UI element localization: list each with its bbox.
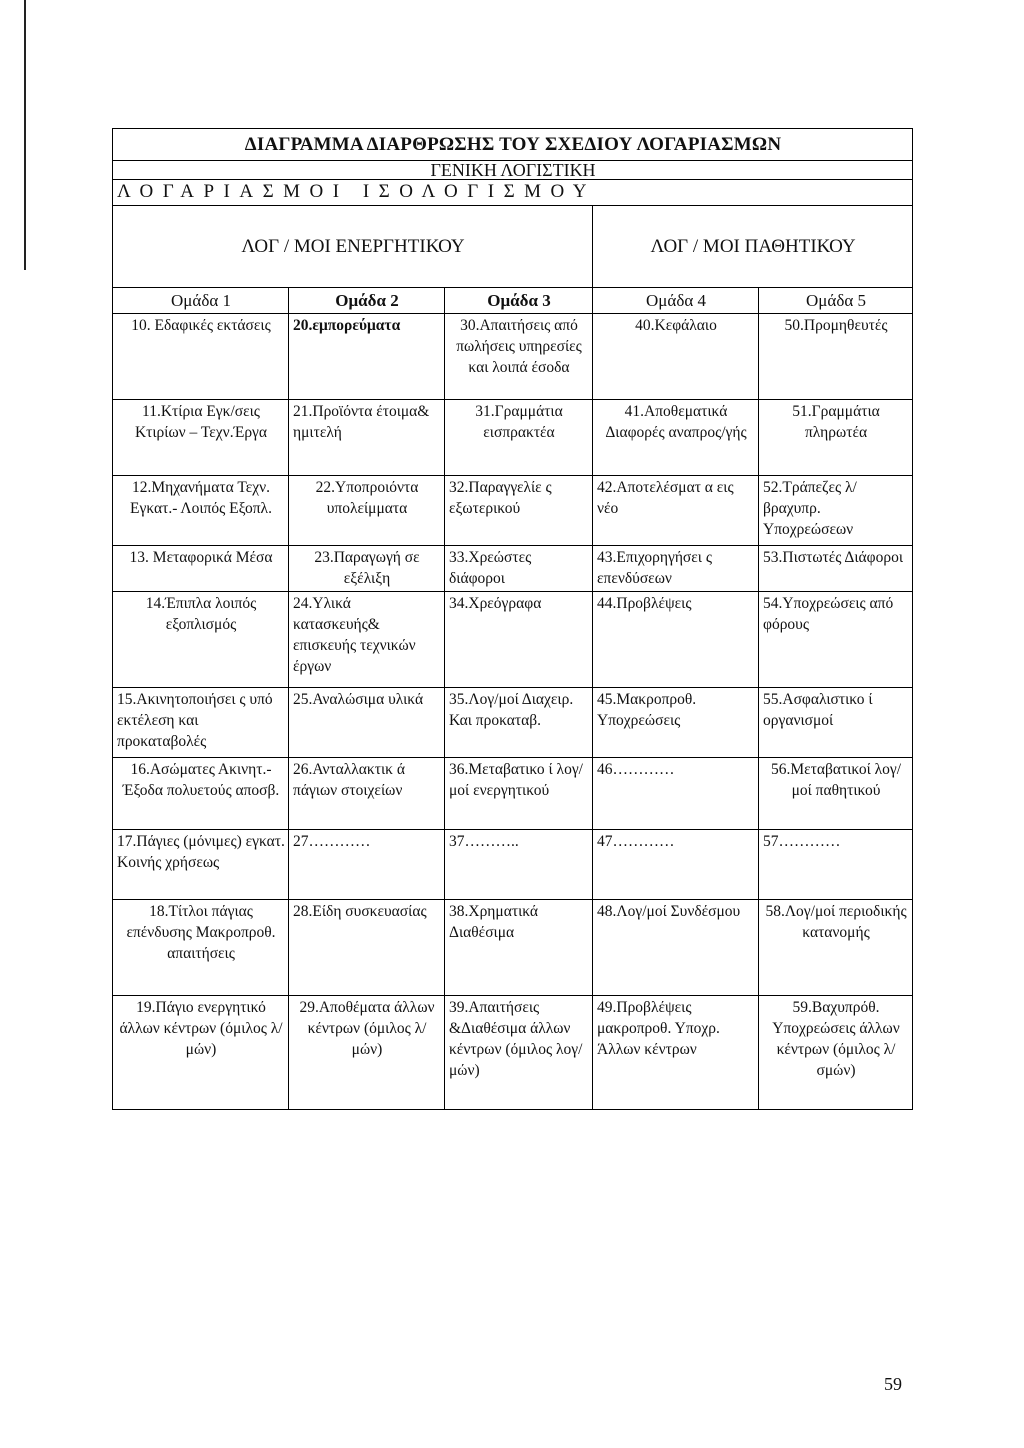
account-cell: 22.Υποπροιόντα υπολείμματα <box>289 476 445 546</box>
table-row <box>113 900 913 996</box>
account-cell: 41.Αποθεματικά Διαφορές αναπρος/γής <box>593 400 759 476</box>
account-cell: 34.Χρεόγραφα <box>445 592 593 688</box>
account-cell: 52.Τράπεζες λ/βραχυπρ. Υποχρεώσεων <box>759 476 913 546</box>
section-row <box>113 180 913 206</box>
group-header: Ομάδα 4 <box>593 288 759 314</box>
group-header: Ομάδα 3 <box>445 288 593 314</box>
account-cell: 46………… <box>593 758 759 830</box>
account-cell: 29.Αποθέματα άλλων κέντρων (όμιλος λ/μών) <box>289 996 445 1110</box>
chart-of-accounts-table <box>112 128 913 1110</box>
account-cell: 12.Μηχανήματα Τεχν. Εγκατ.- Λοιπός Εξοπλ. <box>113 476 289 546</box>
account-cell: 20.εμπορεύματα <box>289 314 445 400</box>
account-cell: 26.Ανταλλακτικ ά πάγιων στοιχείων <box>289 758 445 830</box>
account-cell: 40.Κεφάλαιο <box>593 314 759 400</box>
assets-heading: ΛΟΓ / ΜΟΙ ΕΝΕΡΓΗΤΙΚΟΥ <box>113 206 593 288</box>
table-row <box>113 688 913 758</box>
side-headings-row <box>113 206 913 288</box>
account-cell: 36.Μεταβατικο ί λογ/μοί ενεργητικού <box>445 758 593 830</box>
table-row <box>113 400 913 476</box>
account-cell: 48.Λογ/μοί Συνδέσμου <box>593 900 759 996</box>
account-cell: 54.Υποχρεώσεις από φόρους <box>759 592 913 688</box>
account-cell: 32.Παραγγελίε ς εξωτερικού <box>445 476 593 546</box>
table-row <box>113 830 913 900</box>
account-cell: 56.Μεταβατικοί λογ/μοί παθητικού <box>759 758 913 830</box>
account-cell: 15.Ακινητοποιήσει ς υπό εκτέλεση και προκαταβολές <box>113 688 289 758</box>
groups-row <box>113 288 913 314</box>
account-cell: 14.Έπιπλα λοιπός εξοπλισμός <box>113 592 289 688</box>
account-cell: 35.Λογ/μοί Διαχειρ. Και προκαταβ. <box>445 688 593 758</box>
table-row <box>113 546 913 592</box>
account-cell: 27………… <box>289 830 445 900</box>
account-cell: 31.Γραμμάτια εισπρακτέα <box>445 400 593 476</box>
subtitle-row <box>113 161 913 180</box>
section-heading: ΛΟΓΑΡΙΑΣΜΟΙ ΙΣΟΛΟΓΙΣΜΟΥ <box>113 180 913 206</box>
account-cell: 44.Προβλέψεις <box>593 592 759 688</box>
table-row <box>113 592 913 688</box>
account-cell: 45.Μακροπροθ. Υποχρεώσεις <box>593 688 759 758</box>
account-cell: 11.Κτίρια Εγκ/σεις Κτιρίων – Τεχν.Έργα <box>113 400 289 476</box>
group-header: Ομάδα 5 <box>759 288 913 314</box>
account-cell: 50.Προμηθευτές <box>759 314 913 400</box>
account-cell: 24.Υλικά κατασκευής& επισκευής τεχνικών έργων <box>289 592 445 688</box>
page-number: 59 <box>884 1374 902 1394</box>
account-cell: 38.Χρηματικά Διαθέσιμα <box>445 900 593 996</box>
account-cell: 30.Απαιτήσεις από πωλήσεις υπηρεσίες και λοιπά έσοδα <box>445 314 593 400</box>
account-cell: 23.Παραγωγή σε εξέλιξη <box>289 546 445 592</box>
account-cell: 18.Τίτλοι πάγιας επένδυσης Μακροπροθ. απαιτήσεις <box>113 900 289 996</box>
account-cell: 59.Βαχυπρόθ. Υποχρεώσεις άλλων κέντρων (όμιλος λ/σμών) <box>759 996 913 1110</box>
account-cell: 25.Αναλώσιμα υλικά <box>289 688 445 758</box>
account-cell: 51.Γραμμάτια πληρωτέα <box>759 400 913 476</box>
account-cell: 19.Πάγιο ενεργητικό άλλων κέντρων (όμιλος λ/μών) <box>113 996 289 1110</box>
account-cell: 16.Ασώματες Ακινητ.-Έξοδα πολυετούς αποσβ. <box>113 758 289 830</box>
scan-margin-line <box>24 0 26 270</box>
account-cell: 58.Λογ/μοί περιοδικής κατανομής <box>759 900 913 996</box>
table-row <box>113 314 913 400</box>
table-row <box>113 758 913 830</box>
account-cell: 43.Επιχορηγήσει ς επενδύσεων <box>593 546 759 592</box>
account-cell: 28.Είδη συσκευασίας <box>289 900 445 996</box>
account-cell: 47………… <box>593 830 759 900</box>
title-row <box>113 129 913 161</box>
account-cell: 39.Απαιτήσεις &Διαθέσιμα άλλων κέντρων (όμιλος λογ/μών) <box>445 996 593 1110</box>
account-cell: 13. Μεταφορικά Μέσα <box>113 546 289 592</box>
liabilities-heading: ΛΟΓ / ΜΟΙ ΠΑΘΗΤΙΚΟΥ <box>593 206 913 288</box>
account-cell: 10. Εδαφικές εκτάσεις <box>113 314 289 400</box>
account-cell: 55.Ασφαλιστικο ί οργανισμοί <box>759 688 913 758</box>
account-cell: 57………… <box>759 830 913 900</box>
group-header: Ομάδα 1 <box>113 288 289 314</box>
account-cell: 42.Αποτελέσματ α εις νέο <box>593 476 759 546</box>
account-cell: 53.Πιστωτές Διάφοροι <box>759 546 913 592</box>
account-cell: 33.Χρεώστες διάφοροι <box>445 546 593 592</box>
document-subtitle: ΓΕΝΙΚΗ ΛΟΓΙΣΤΙΚΗ <box>113 161 913 180</box>
group-header: Ομάδα 2 <box>289 288 445 314</box>
account-cell: 37……….. <box>445 830 593 900</box>
table-row <box>113 476 913 546</box>
account-cell: 17.Πάγιες (μόνιμες) εγκατ. Κοινής χρήσεως <box>113 830 289 900</box>
table-row <box>113 996 913 1110</box>
account-cell: 49.Προβλέψεις μακροπροθ. Υποχρ. Άλλων κέντρων <box>593 996 759 1110</box>
account-cell: 21.Προϊόντα έτοιμα& ημιτελή <box>289 400 445 476</box>
document-title: ΔΙΑΓΡΑΜΜΑ ΔΙΑΡΘΡΩΣΗΣ ΤΟΥ ΣΧΕΔΙΟΥ ΛΟΓΑΡΙΑΣΜΩΝ <box>113 129 913 161</box>
